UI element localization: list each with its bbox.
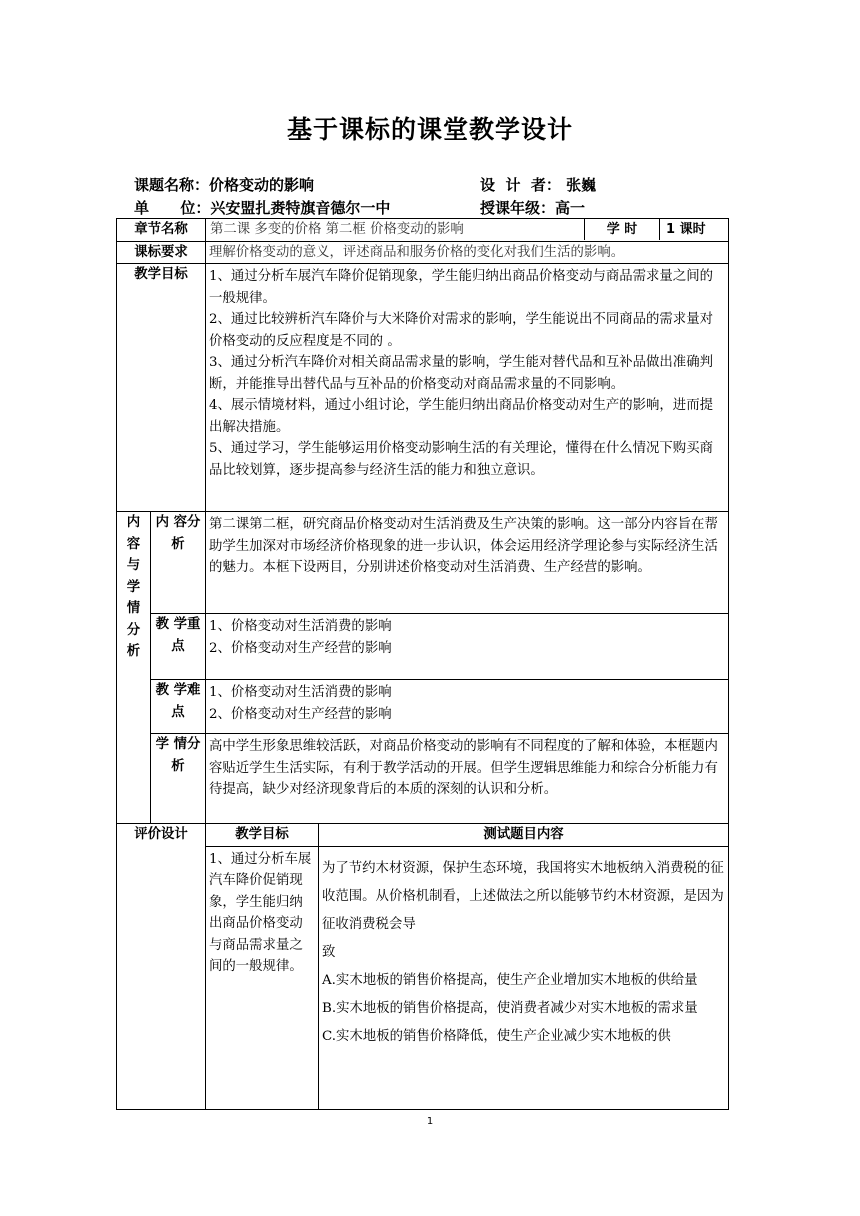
question-stem: 为了节约木材资源，保护生态环境，我国将实木地板纳入消费税的征收范围。从价格机制看，上述做法之所以能够节约木材资源，是因为征收消费税会导 [322,860,724,932]
chapter-label: 章节名称 [117,219,206,242]
topic-line [134,174,314,195]
unit-value: 兴安盟扎赉特旗音德尔一中 [210,199,391,217]
chapter-row [117,219,729,242]
chapter-value: 第二课 多变的价格 第二框 价格变动的影响 [210,222,464,237]
page-number: 1 [426,1116,434,1127]
design-table [116,218,729,1110]
designer-label: 设 计 者： [480,176,561,194]
content-value: 第二课第二框，研究商品价格变动对生活消费及生产决策的影响。这一部分内容旨在帮助学生加深对市场经济价格现象的进一步认识，体会运用经济学理论参与实际经济生活的魅力。本框下设两目，分别讲述价格变动对生活消费、生产经营的影响。 [206,512,729,614]
difficult-row [117,680,729,734]
difficult-point-1: 1、价格变动对生活消费的影响 [209,685,392,700]
objectives-cell [206,264,729,512]
analysis-label: 内容与学情分析 [117,512,151,824]
difficult-label: 教 学难 点 [151,680,206,734]
hours-value: 1 课时 [666,222,706,238]
objective-5: 5、通过学习，学生能够运用价格变动影响生活的有关理论，懂得在什么情况下购买商品比较划算，逐步提高参与经济生活的能力和独立意识。 [209,441,713,478]
option-a: A.实木地板的销售价格提高，使生产企业增加实木地板的供给量 [322,972,698,988]
student-label: 学 情分 析 [151,734,206,824]
content-label: 内 容分 析 [151,512,206,614]
content-row [117,512,729,614]
eval-content-row [117,846,729,1109]
objectives-label: 教学目标 [117,264,206,512]
grade-line [480,197,585,218]
key-label: 教 学重 点 [151,614,206,680]
student-row [117,734,729,824]
standard-row [117,241,729,264]
standard-value: 理解价格变动的意义，评述商品和服务价格的变化对我们生活的影响。 [206,241,729,264]
topic-label: 课题名称： [134,176,210,194]
student-value: 高中学生形象思维较活跃，对商品价格变动的影响有不同程度的了解和体验，本框题内容贴近学生生活实际，有利于教学活动的开展。但学生逻辑思维能力和综合分析能力有待提高，缺少对经济现象背后的本质的深刻的认识和分析。 [206,734,729,824]
key-cell [206,614,729,680]
eval-objective: 1、通过分析车展汽车降价促销现象，学生能归纳出商品价格变动与商品需求量之间的一般规律。 [206,846,319,1109]
objective-1: 1、通过分析车展汽车降价促销现象，学生能归纳出商品价格变动与商品需求量之间的一般规律。 [209,269,713,306]
objective-2: 2、通过比较辨析汽车降价与大米降价对需求的影响，学生能说出不同商品的需求量对价格变动的反应程度是不同的 。 [209,312,713,349]
designer-value: 张巍 [566,176,597,194]
eval-col-objective: 教学目标 [206,824,319,847]
eval-col-question: 测试题目内容 [319,824,729,847]
key-point-1: 1、价格变动对生活消费的影响 [209,619,392,634]
hours-label: 学 时 [584,219,660,240]
objective-4: 4、展示情境材料，通过小组讨论，学生能归纳出商品价格变动对生产的影响，进而提出解决措施。 [209,398,713,435]
topic-value: 价格变动的影响 [209,176,315,194]
unit-label: 单 位： [134,199,211,217]
objectives-row [117,264,729,512]
chapter-cell [206,219,729,242]
unit-line [134,197,390,218]
eval-header-row [117,824,729,847]
standard-label: 课标要求 [117,241,206,264]
page-title: 基于课标的课堂教学设计 [286,115,573,144]
designer-line [480,174,596,195]
question-cell [319,846,729,1109]
option-b: B.实木地板的销售价格提高，使消费者减少对实木地板的需求量 [322,1000,698,1016]
option-c: C.实木地板的销售价格降低，使生产企业减少实木地板的供 [322,1028,671,1044]
grade-value: 高一 [555,199,586,217]
objective-3: 3、通过分析汽车降价对相关商品需求量的影响，学生能对替代品和互补品做出准确判断，并能推导出替代品与互补品的价格变动对商品需求量的不同影响。 [209,355,713,392]
key-row [117,614,729,680]
difficult-cell [206,680,729,734]
key-point-2: 2、价格变动对生产经营的影响 [209,640,392,656]
eval-label: 评价设计 [117,824,206,1110]
grade-label: 授课年级： [480,199,556,217]
difficult-point-2: 2、价格变动对生产经营的影响 [209,706,392,722]
question-stem-end: 致 [322,944,336,960]
